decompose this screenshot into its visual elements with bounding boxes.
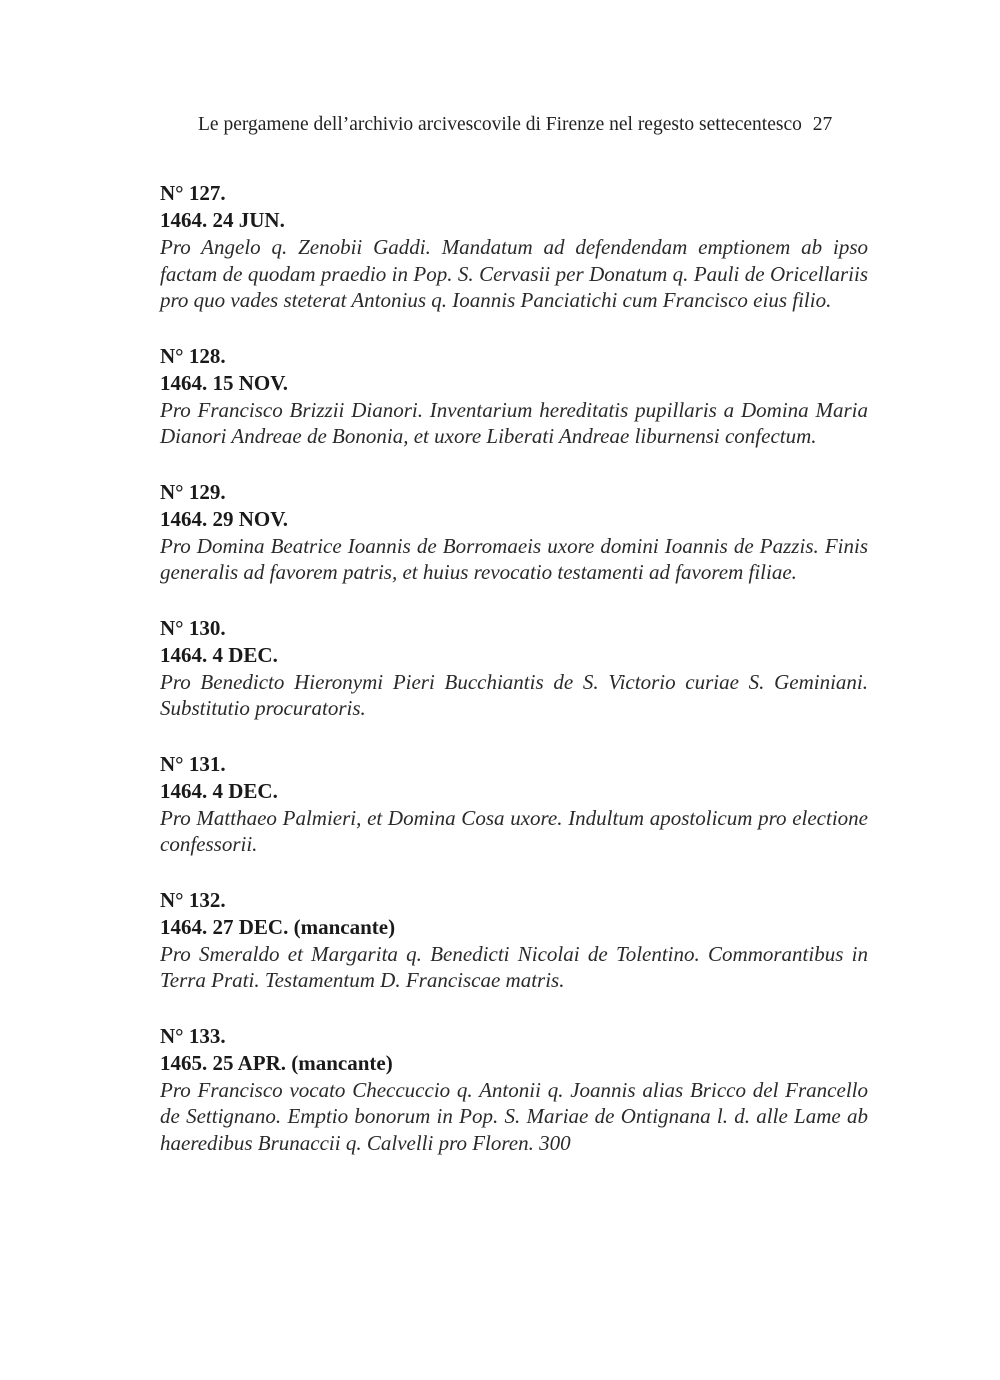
entry-number: N° 133. <box>160 1023 226 1048</box>
entry-text: Pro Smeraldo et Margarita q. Benedicti Nicolai de Tolentino. Commorantibus in Terra Prati. Testamentum D. Franciscae matris. <box>160 941 868 992</box>
entry-number: N° 131. <box>160 751 226 776</box>
entry-127 <box>160 180 868 314</box>
entry-text: Pro Domina Beatrice Ioannis de Borromaeis uxore domini Ioannis de Pazzis. Finis generalis ad favorem patris, et huius revocatio testamenti ad favorem filiae. <box>160 533 868 584</box>
entry-text: Pro Angelo q. Zenobii Gaddi. Mandatum ad defendendam emptionem ab ipso factam de quodam praedio in Pop. S. Cervasii per Donatum q. Pauli de Oricellariis pro quo vades steterat Antonius q. Ioannis Panciatichi cum Francisco eius filio. <box>160 235 868 312</box>
entry-number: N° 127. <box>160 181 226 205</box>
entry-text: Pro Matthaeo Palmieri, et Domina Cosa uxore. Indultum apostolicum pro electione confessorii. <box>160 805 868 856</box>
entry-number: N° 132. <box>160 887 226 912</box>
running-head-title: Le pergamene dell’archivio arcivescovile di Firenze nel regesto settecentesco <box>198 114 802 135</box>
entry-date: 1464. 4 DEC. <box>160 642 278 667</box>
entry-131 <box>160 751 868 858</box>
entry-133 <box>160 1023 868 1157</box>
entry-132 <box>160 887 868 994</box>
entry-date: 1464. 27 DEC. (mancante) <box>160 914 396 939</box>
entry-date: 1465. 25 APR. (mancante) <box>160 1050 393 1075</box>
entry-number: N° 129. <box>160 479 226 504</box>
entry-date: 1464. 4 DEC. <box>160 778 278 803</box>
entry-number: N° 130. <box>160 615 226 640</box>
entry-number: N° 128. <box>160 343 226 368</box>
entry-128 <box>160 343 868 450</box>
entry-text: Pro Francisco vocato Checcuccio q. Antonii q. Joannis alias Bricco del Francello de Settignano. Emptio bonorum in Pop. S. Mariae de Ontignana l. d. alle Lame ab haeredibus Brunaccii q. Calvelli pro Floren. 300 <box>160 1077 868 1155</box>
regesto-entries <box>160 180 868 1185</box>
page-number: 27 <box>812 114 833 135</box>
entry-date: 1464. 15 NOV. <box>160 370 288 395</box>
entry-text: Pro Francisco Brizzii Dianori. Inventarium hereditatis pupillaris a Domina Maria Dianori Andreae de Bononia, et uxore Liberati Andreae liburnensi confectum. <box>160 397 868 448</box>
entry-date: 1464. 29 NOV. <box>160 506 288 531</box>
running-head <box>198 114 868 136</box>
entry-130 <box>160 615 868 722</box>
entry-date: 1464. 24 JUN. <box>160 208 285 232</box>
entry-129 <box>160 479 868 586</box>
entry-text: Pro Benedicto Hieronymi Pieri Bucchiantis de S. Victorio curiae S. Geminiani. Substitutio procuratoris. <box>160 669 868 720</box>
